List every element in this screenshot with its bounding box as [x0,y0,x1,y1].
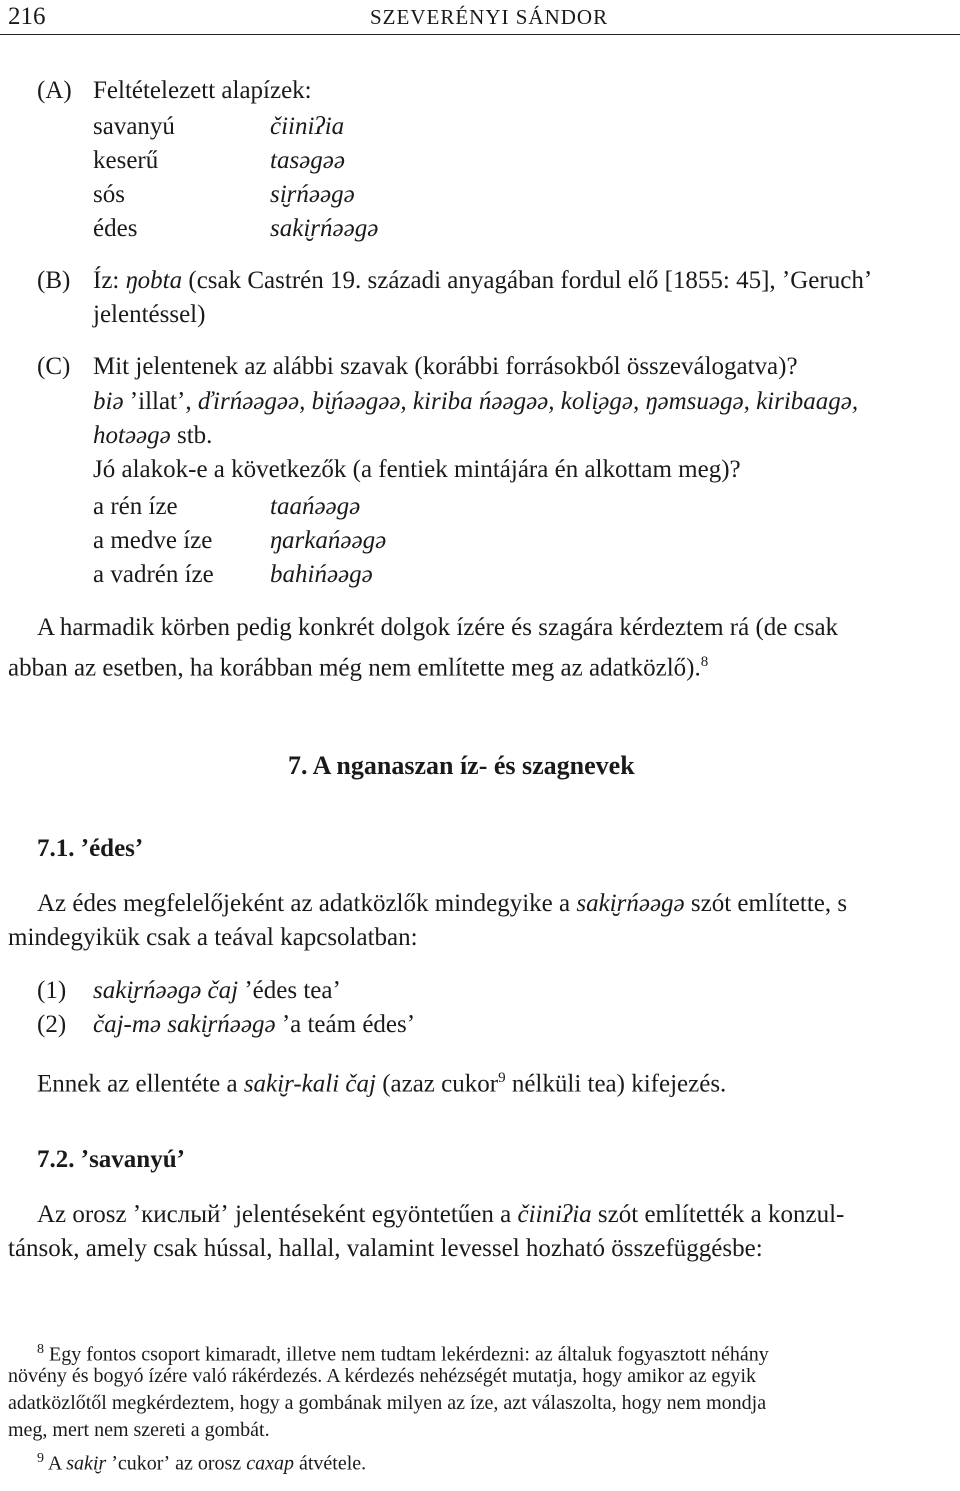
section-72-p1-line2: tánsok, amely csak hússal, hallal, valamint levessel hozható összefüggésbe: [8,1235,763,1262]
section-71-p1-line2: mindegyikük csak a teával kapcsolatban: [8,924,418,951]
taste-row [93,144,158,178]
section-72-title: 7.2. ʼsavanyúʼ [37,1146,185,1173]
taste-ng: čiiniʔia [270,113,345,140]
taste-hu: keserű [93,147,159,174]
footnote-8-number: 8 [37,1342,44,1357]
taste-hu: édes [93,215,138,242]
taste-hu: sós [93,181,125,208]
taste-hu: savanyú [93,113,175,140]
section-c-words-line1: biə ʼillatʼ, ďirńəəgəə, bi̮ńəəgəə, kiriba ńəəgəə, koli̮əgə, ŋəmsuəgə, kiribaagə, [93,388,859,415]
animal-ng: ŋarkańəəgə [270,527,387,554]
animal-row: a vadrén íze [93,561,214,588]
example-2-number: (2) [37,1011,67,1038]
example-1-number: (1) [37,977,67,1004]
animal-taste-list [93,490,693,592]
section-c-words-line2: hotəəgə stb. [93,422,213,449]
animal-row: a rén íze [93,493,178,520]
para-third-round-line2: abban az esetben, ha korábban még nem említette meg az adatközlő).$^8$ [8,654,709,682]
animal-row: a medve íze [93,527,213,554]
section-c-marker: (C) [37,353,71,380]
section-b-line2: jelentéssel) [93,301,206,328]
footnote-8-line2: növény és bogyó ízére való rákérdezés. A kérdezés nehézségét mutatja, hogy amikor az egyik [8,1365,757,1387]
section-b-marker: (B) [37,267,71,294]
taste-ng: si̮rńəəgə [270,181,355,208]
footnote-ref[interactable]: 8 [700,654,709,670]
animal-ng: bahińəəgə [270,561,373,588]
section-71-p2: Ennek az ellentéte a saki̮r-kali čaj (azaz cukor$^9$ nélküli tea) kifejezés. [37,1070,727,1098]
section-72-p1-line1: Az orosz ʼкислыйʼ jelentéseként egyöntetűen a čiiniʔia szót említették a konzul- [37,1201,845,1228]
footnote-8-line1: $^8$ Egy fontos csoport kimaradt, illetve nem tudtam lekérdezni: az általuk fogyasztott néhány [37,1342,769,1366]
header-divider [0,34,960,35]
taste-ng: tasəgəə [270,147,345,174]
footnote-ref[interactable]: 9 [498,1070,506,1086]
section-71-p1-line1: Az édes megfelelőjeként az adatközlők mindegyike a saki̮rńəəgə szót említette, s [37,890,848,917]
para-third-round-line1: A harmadik körben pedig konkrét dolgok ízére és szagára kérdeztem rá (de csak [37,614,839,641]
section-c-question2: Jó alakok-e a következők (a fentiek mintájára én alkottam meg)? [93,456,741,483]
running-title: SZEVERÉNYI SÁNDOR [370,5,609,29]
taste-row [93,110,175,144]
term: ŋobta [125,267,183,294]
section-7-title: 7. A nganaszan íz- és szagnevek [288,751,635,780]
section-c-question: Mit jelentenek az alábbi szavak (korábbi forrásokból összeválogatva)? [93,353,798,380]
footnote-9-number: 9 [37,1451,44,1466]
taste-row [93,212,137,246]
section-b-line1: Íz: ŋobta (csak Castrén 19. századi anyagában fordul elő [1855: 45], ʼGeruchʼ [93,267,873,294]
section-71-title: 7.1. ʼédesʼ [37,835,144,862]
taste-list [93,110,693,246]
animal-ng: taańəəgə [270,493,361,520]
taste-row [93,178,125,212]
taste-ng: saki̮rńəəgə [270,215,379,242]
example-2: čaj-mə saki̮rńəəgə ʼa teám édesʼ [93,1011,416,1038]
section-a-title: Feltételezett alapízek: [93,77,312,104]
footnote-8-line3: adatközlőtől megkérdeztem, hogy a gombának milyen az íze, azt válaszolta, hogy nem mondja [8,1392,767,1414]
page-number: 216 [8,3,46,30]
footnote-8-line4: meg, mert nem szereti a gombát. [8,1419,270,1441]
example-1: saki̮rńəəgə čaj ʼédes teaʼ [93,977,341,1004]
footnote-9: $^9$ A saki̮r ʼcukorʼ az orosz caxap átvétele. [37,1451,367,1475]
section-a-marker: (A) [37,77,72,104]
